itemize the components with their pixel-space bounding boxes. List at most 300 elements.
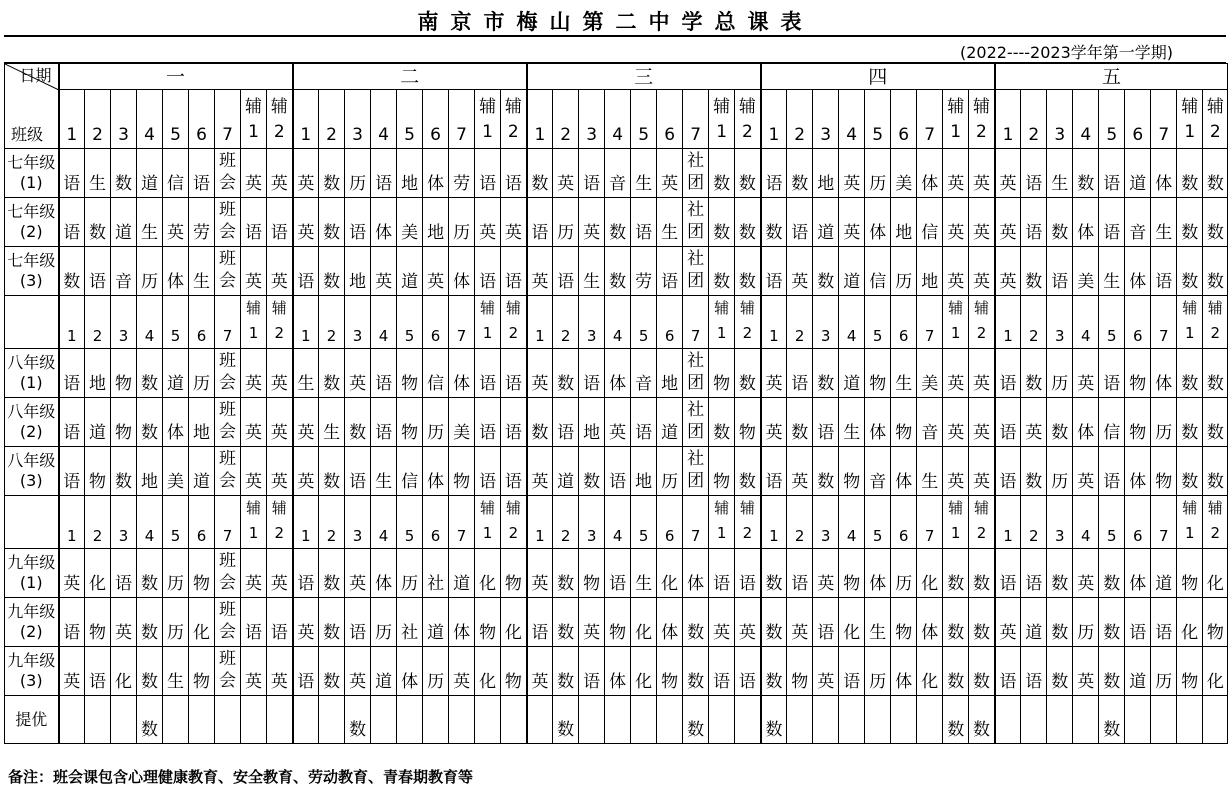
subject-cell: 英 bbox=[969, 247, 995, 296]
subject-cell: 数 bbox=[553, 549, 579, 598]
subject-cell: 英 bbox=[293, 198, 319, 247]
period-header: 4 bbox=[605, 90, 631, 149]
subject-cell: 语 bbox=[605, 549, 631, 598]
period-label: 辅1 bbox=[480, 299, 496, 342]
subject-cell: 物 bbox=[709, 349, 735, 398]
subject-cell: 英 bbox=[969, 349, 995, 398]
subject-cell: 体 bbox=[1125, 447, 1151, 496]
subject-cell: 生 bbox=[163, 647, 189, 696]
subject-cell: 英 bbox=[527, 349, 553, 398]
period-header: 5 bbox=[631, 296, 657, 349]
period-header: 2 bbox=[787, 90, 813, 149]
subject-cell: 英 bbox=[553, 149, 579, 198]
subject-cell: 数 bbox=[1203, 247, 1228, 296]
class-label-cell: 九年级(2) bbox=[5, 598, 59, 647]
subject-cell: 历 bbox=[553, 198, 579, 247]
period-header: 3 bbox=[1047, 496, 1073, 549]
subject-cell: 音 bbox=[605, 149, 631, 198]
subject-cell: 语 bbox=[241, 598, 267, 647]
period-header bbox=[735, 496, 761, 549]
subject-cell: 生 bbox=[917, 447, 943, 496]
subject-cell: 语 bbox=[1151, 247, 1177, 296]
subject-cell: 物 bbox=[735, 398, 761, 447]
period-header: 7 bbox=[215, 296, 241, 349]
subject-cell: 数 bbox=[553, 647, 579, 696]
day-header: 三 bbox=[527, 64, 761, 90]
tiyou-cell bbox=[1151, 696, 1177, 744]
subject-cell: 英 bbox=[423, 247, 449, 296]
subject-cell: 物 bbox=[891, 598, 917, 647]
period-label: 辅2 bbox=[1206, 97, 1224, 142]
period-header: 3 bbox=[111, 90, 137, 149]
subject-label: 班会 bbox=[219, 351, 236, 393]
period-header: 4 bbox=[137, 496, 163, 549]
subject-cell: 数 bbox=[1203, 398, 1228, 447]
subject-cell: 物 bbox=[85, 598, 111, 647]
subject-label: 班会 bbox=[219, 151, 236, 193]
subject-cell: 数 bbox=[59, 247, 85, 296]
subject-cell: 英 bbox=[1073, 549, 1099, 598]
tiyou-cell: 数 bbox=[969, 696, 995, 744]
subject-cell: 语 bbox=[761, 149, 787, 198]
subject-cell: 生 bbox=[1151, 198, 1177, 247]
subject-cell: 英 bbox=[371, 247, 397, 296]
subject-cell: 生 bbox=[189, 247, 215, 296]
period-header: 7 bbox=[449, 296, 475, 349]
subject-cell: 物 bbox=[787, 647, 813, 696]
subject-cell: 数 bbox=[969, 647, 995, 696]
subject-cell: 数 bbox=[553, 598, 579, 647]
subject-cell: 物 bbox=[501, 647, 527, 696]
subject-cell: 物 bbox=[111, 398, 137, 447]
subject-cell: 语 bbox=[267, 198, 293, 247]
subject-cell: 语 bbox=[475, 447, 501, 496]
class-label-cell: 七年级(2) bbox=[5, 198, 59, 247]
period-header: 4 bbox=[839, 296, 865, 349]
subject-cell: 语 bbox=[995, 447, 1021, 496]
period-header: 6 bbox=[657, 496, 683, 549]
subject-cell: 英 bbox=[59, 549, 85, 598]
subject-cell: 数 bbox=[85, 198, 111, 247]
subject-cell: 道 bbox=[1125, 149, 1151, 198]
subject-cell: 地 bbox=[917, 247, 943, 296]
period-header: 6 bbox=[423, 90, 449, 149]
subject-cell: 道 bbox=[1021, 598, 1047, 647]
subject-cell: 物 bbox=[865, 349, 891, 398]
period-label: 辅2 bbox=[973, 299, 989, 342]
subject-cell: 语 bbox=[475, 149, 501, 198]
subject-cell: 数 bbox=[605, 198, 631, 247]
subject-cell: 道 bbox=[189, 447, 215, 496]
period-header: 2 bbox=[553, 296, 579, 349]
period-header: 4 bbox=[605, 296, 631, 349]
subject-cell: 数 bbox=[1203, 198, 1228, 247]
subject-cell: 物 bbox=[397, 398, 423, 447]
subject-cell: 语 bbox=[631, 198, 657, 247]
subject-cell: 数 bbox=[1177, 149, 1203, 198]
period-header: 6 bbox=[657, 90, 683, 149]
period-header: 1 bbox=[59, 496, 85, 549]
period-header: 4 bbox=[137, 296, 163, 349]
subject-cell: 数 bbox=[735, 149, 761, 198]
subject-cell: 生 bbox=[1099, 247, 1125, 296]
subject-cell: 数 bbox=[1099, 549, 1125, 598]
subject-cell: 英 bbox=[1021, 398, 1047, 447]
period-header: 5 bbox=[631, 496, 657, 549]
subject-cell: 英 bbox=[267, 447, 293, 496]
subject-cell: 数 bbox=[969, 598, 995, 647]
subject-cell: 英 bbox=[943, 198, 969, 247]
subject-cell bbox=[215, 247, 241, 296]
period-label: 辅1 bbox=[1181, 97, 1199, 142]
subject-cell: 数 bbox=[137, 598, 163, 647]
subject-cell: 体 bbox=[449, 349, 475, 398]
subject-cell: 化 bbox=[657, 549, 683, 598]
tiyou-cell bbox=[475, 696, 501, 744]
subject-cell: 地 bbox=[657, 349, 683, 398]
period-label: 辅2 bbox=[739, 499, 755, 542]
period-label: 辅1 bbox=[948, 499, 964, 542]
period-header: 5 bbox=[1099, 496, 1125, 549]
subject-cell: 英 bbox=[943, 398, 969, 447]
subject-cell: 数 bbox=[111, 447, 137, 496]
period-header: 5 bbox=[1099, 90, 1125, 149]
period-label: 辅2 bbox=[973, 499, 989, 542]
tiyou-cell bbox=[605, 696, 631, 744]
subject-cell: 数 bbox=[1177, 447, 1203, 496]
subject-cell: 生 bbox=[1047, 149, 1073, 198]
period-label: 辅1 bbox=[714, 499, 730, 542]
subject-cell: 语 bbox=[813, 398, 839, 447]
subject-cell: 劳 bbox=[631, 247, 657, 296]
subject-cell: 地 bbox=[579, 398, 605, 447]
period-header: 5 bbox=[865, 496, 891, 549]
subject-label: 班会 bbox=[219, 449, 236, 491]
subject-cell: 历 bbox=[1151, 398, 1177, 447]
period-header bbox=[709, 296, 735, 349]
period-header: 6 bbox=[891, 296, 917, 349]
subject-cell: 道 bbox=[371, 647, 397, 696]
tiyou-cell: 数 bbox=[683, 696, 709, 744]
subject-cell: 生 bbox=[85, 149, 111, 198]
period-header: 7 bbox=[449, 496, 475, 549]
subject-cell: 英 bbox=[761, 398, 787, 447]
period-header: 1 bbox=[59, 90, 85, 149]
tiyou-cell bbox=[241, 696, 267, 744]
period-label: 辅2 bbox=[972, 97, 990, 142]
timetable bbox=[4, 63, 1228, 744]
period-header: 2 bbox=[319, 296, 345, 349]
tiyou-cell bbox=[657, 696, 683, 744]
subject-cell: 音 bbox=[631, 349, 657, 398]
tiyou-cell bbox=[1047, 696, 1073, 744]
tiyou-cell: 数 bbox=[553, 696, 579, 744]
period-header: 3 bbox=[111, 496, 137, 549]
subject-cell: 历 bbox=[891, 247, 917, 296]
subject-cell bbox=[215, 349, 241, 398]
period-header: 5 bbox=[631, 90, 657, 149]
subject-cell: 英 bbox=[345, 647, 371, 696]
subject-cell: 化 bbox=[85, 549, 111, 598]
period-header: 7 bbox=[683, 90, 709, 149]
subject-cell: 物 bbox=[449, 447, 475, 496]
period-label: 辅2 bbox=[271, 299, 287, 342]
subject-cell: 数 bbox=[735, 198, 761, 247]
tiyou-cell bbox=[1125, 696, 1151, 744]
period-header: 1 bbox=[293, 496, 319, 549]
period-header bbox=[969, 296, 995, 349]
period-header: 7 bbox=[917, 90, 943, 149]
period-header bbox=[501, 90, 527, 149]
subject-cell: 数 bbox=[605, 247, 631, 296]
subject-cell: 历 bbox=[163, 598, 189, 647]
subject-cell: 语 bbox=[293, 247, 319, 296]
period-header: 2 bbox=[1021, 90, 1047, 149]
subject-cell bbox=[215, 398, 241, 447]
period-header: 4 bbox=[1073, 90, 1099, 149]
period-header: 5 bbox=[163, 296, 189, 349]
subject-cell: 历 bbox=[891, 549, 917, 598]
subject-cell: 社 bbox=[397, 598, 423, 647]
period-label: 辅2 bbox=[738, 97, 756, 142]
subject-cell: 数 bbox=[1099, 647, 1125, 696]
subject-cell: 语 bbox=[267, 598, 293, 647]
subject-cell bbox=[683, 198, 709, 247]
period-header: 4 bbox=[137, 90, 163, 149]
subject-cell: 语 bbox=[995, 549, 1021, 598]
period-header: 4 bbox=[371, 90, 397, 149]
subject-cell: 地 bbox=[397, 149, 423, 198]
subject-cell: 数 bbox=[683, 598, 709, 647]
subject-cell: 语 bbox=[345, 198, 371, 247]
subject-cell: 英 bbox=[241, 398, 267, 447]
period-header bbox=[943, 90, 969, 149]
period-header: 3 bbox=[345, 496, 371, 549]
subject-cell: 体 bbox=[449, 598, 475, 647]
subject-cell: 数 bbox=[1047, 398, 1073, 447]
tiyou-cell bbox=[267, 696, 293, 744]
class-label-cell: 七年级(3) bbox=[5, 247, 59, 296]
subject-cell: 语 bbox=[501, 398, 527, 447]
subject-cell: 物 bbox=[501, 549, 527, 598]
subject-cell: 英 bbox=[943, 247, 969, 296]
subject-cell: 语 bbox=[787, 549, 813, 598]
subject-cell: 音 bbox=[917, 398, 943, 447]
subject-cell: 体 bbox=[865, 398, 891, 447]
subject-cell: 社 bbox=[423, 549, 449, 598]
subject-cell: 数 bbox=[735, 447, 761, 496]
subject-cell: 数 bbox=[1047, 549, 1073, 598]
period-header bbox=[475, 90, 501, 149]
subject-cell: 英 bbox=[605, 398, 631, 447]
subject-cell: 道 bbox=[1151, 549, 1177, 598]
subject-label: 班会 bbox=[219, 249, 236, 291]
subject-cell: 英 bbox=[241, 149, 267, 198]
subject-cell: 数 bbox=[1099, 598, 1125, 647]
subject-cell: 体 bbox=[1125, 247, 1151, 296]
tiyou-cell bbox=[319, 696, 345, 744]
class-label: 班级 bbox=[11, 125, 44, 144]
subject-cell: 英 bbox=[241, 549, 267, 598]
day-header: 一 bbox=[59, 64, 293, 90]
period-header: 1 bbox=[527, 496, 553, 549]
subject-cell: 语 bbox=[501, 447, 527, 496]
subject-cell: 生 bbox=[293, 349, 319, 398]
subject-label: 社团 bbox=[687, 200, 705, 242]
period-header: 7 bbox=[1151, 90, 1177, 149]
period-header: 1 bbox=[293, 296, 319, 349]
subject-cell: 英 bbox=[761, 349, 787, 398]
subject-cell bbox=[215, 549, 241, 598]
subject-label: 社团 bbox=[687, 351, 705, 393]
subject-cell: 语 bbox=[1021, 149, 1047, 198]
tiyou-cell bbox=[891, 696, 917, 744]
tiyou-cell bbox=[449, 696, 475, 744]
subject-cell: 体 bbox=[1151, 349, 1177, 398]
period-header: 3 bbox=[813, 496, 839, 549]
subject-cell: 语 bbox=[761, 247, 787, 296]
subject-cell: 语 bbox=[501, 149, 527, 198]
subject-cell: 化 bbox=[1177, 598, 1203, 647]
subject-cell: 语 bbox=[527, 198, 553, 247]
subject-cell: 物 bbox=[397, 349, 423, 398]
subject-cell: 英 bbox=[293, 398, 319, 447]
subject-cell: 数 bbox=[1177, 349, 1203, 398]
subject-cell: 生 bbox=[319, 398, 345, 447]
period-header: 3 bbox=[1047, 90, 1073, 149]
subject-cell: 数 bbox=[1203, 149, 1228, 198]
subject-cell: 体 bbox=[423, 149, 449, 198]
subject-cell: 体 bbox=[865, 198, 891, 247]
tiyou-cell bbox=[709, 696, 735, 744]
period-label: 辅1 bbox=[714, 299, 730, 342]
subject-cell: 英 bbox=[943, 447, 969, 496]
subject-cell: 体 bbox=[449, 247, 475, 296]
subject-cell: 语 bbox=[85, 647, 111, 696]
subject-cell: 历 bbox=[397, 549, 423, 598]
subject-cell: 道 bbox=[137, 149, 163, 198]
subject-cell: 数 bbox=[683, 647, 709, 696]
tiyou-cell: 数 bbox=[345, 696, 371, 744]
period-header: 4 bbox=[839, 496, 865, 549]
subject-cell: 语 bbox=[553, 247, 579, 296]
period-header: 1 bbox=[527, 90, 553, 149]
tiyou-cell bbox=[735, 696, 761, 744]
subject-cell: 英 bbox=[501, 198, 527, 247]
subject-cell: 道 bbox=[657, 398, 683, 447]
subject-cell: 化 bbox=[631, 598, 657, 647]
subject-cell: 英 bbox=[969, 149, 995, 198]
subject-cell: 语 bbox=[787, 349, 813, 398]
subject-cell: 地 bbox=[189, 398, 215, 447]
subject-label: 班会 bbox=[219, 551, 236, 593]
subject-cell: 语 bbox=[735, 647, 761, 696]
subject-cell: 数 bbox=[1177, 398, 1203, 447]
subject-cell: 物 bbox=[839, 549, 865, 598]
period-header bbox=[241, 90, 267, 149]
class-label-cell: 九年级(1) bbox=[5, 549, 59, 598]
subject-cell: 英 bbox=[579, 598, 605, 647]
subject-cell bbox=[683, 398, 709, 447]
subject-cell: 语 bbox=[1047, 247, 1073, 296]
tiyou-cell bbox=[189, 696, 215, 744]
subject-cell: 物 bbox=[189, 647, 215, 696]
subject-cell: 道 bbox=[839, 247, 865, 296]
period-header: 5 bbox=[397, 496, 423, 549]
subject-cell: 语 bbox=[813, 598, 839, 647]
subject-cell: 语 bbox=[111, 549, 137, 598]
subject-cell: 语 bbox=[579, 149, 605, 198]
period-header bbox=[943, 496, 969, 549]
subject-cell: 英 bbox=[163, 198, 189, 247]
subject-cell: 道 bbox=[85, 398, 111, 447]
period-header: 1 bbox=[995, 296, 1021, 349]
subject-cell: 数 bbox=[111, 149, 137, 198]
subject-cell: 英 bbox=[1073, 647, 1099, 696]
subject-cell: 英 bbox=[1073, 447, 1099, 496]
subject-cell: 数 bbox=[527, 149, 553, 198]
subject-cell: 物 bbox=[475, 598, 501, 647]
subject-cell: 体 bbox=[917, 598, 943, 647]
subject-cell: 语 bbox=[371, 349, 397, 398]
subject-cell: 英 bbox=[449, 647, 475, 696]
tiyou-cell bbox=[1203, 696, 1228, 744]
subject-cell bbox=[683, 247, 709, 296]
period-header: 7 bbox=[215, 496, 241, 549]
subject-cell: 英 bbox=[267, 647, 293, 696]
subject-cell: 英 bbox=[267, 549, 293, 598]
period-label: 辅2 bbox=[1207, 499, 1223, 542]
subject-cell: 数 bbox=[137, 549, 163, 598]
subject-cell: 化 bbox=[475, 647, 501, 696]
subject-cell: 英 bbox=[293, 447, 319, 496]
subject-cell: 数 bbox=[319, 598, 345, 647]
subject-cell: 信 bbox=[423, 349, 449, 398]
subject-cell: 物 bbox=[189, 549, 215, 598]
subject-cell: 化 bbox=[501, 598, 527, 647]
period-header: 3 bbox=[345, 296, 371, 349]
period-header: 7 bbox=[917, 496, 943, 549]
subject-cell: 语 bbox=[787, 198, 813, 247]
subject-cell: 物 bbox=[891, 398, 917, 447]
title-divider bbox=[4, 35, 1226, 37]
subject-cell: 英 bbox=[293, 149, 319, 198]
subject-cell: 数 bbox=[319, 149, 345, 198]
subject-cell: 地 bbox=[631, 447, 657, 496]
tiyou-cell bbox=[163, 696, 189, 744]
subject-cell: 数 bbox=[813, 247, 839, 296]
subject-cell bbox=[215, 647, 241, 696]
subject-cell: 地 bbox=[85, 349, 111, 398]
period-header: 3 bbox=[579, 296, 605, 349]
subject-cell: 化 bbox=[839, 598, 865, 647]
subject-cell: 数 bbox=[761, 647, 787, 696]
subject-cell: 数 bbox=[137, 647, 163, 696]
subject-cell: 数 bbox=[345, 398, 371, 447]
period-header bbox=[501, 496, 527, 549]
subject-cell: 化 bbox=[1203, 647, 1228, 696]
subject-cell: 语 bbox=[345, 598, 371, 647]
subject-cell: 历 bbox=[1073, 598, 1099, 647]
subject-cell: 英 bbox=[839, 149, 865, 198]
period-header bbox=[969, 90, 995, 149]
subject-cell: 历 bbox=[371, 598, 397, 647]
period-header: 1 bbox=[761, 496, 787, 549]
blank-label-cell bbox=[5, 496, 59, 549]
subject-cell: 道 bbox=[839, 349, 865, 398]
subject-cell: 体 bbox=[865, 549, 891, 598]
subject-cell: 英 bbox=[241, 647, 267, 696]
